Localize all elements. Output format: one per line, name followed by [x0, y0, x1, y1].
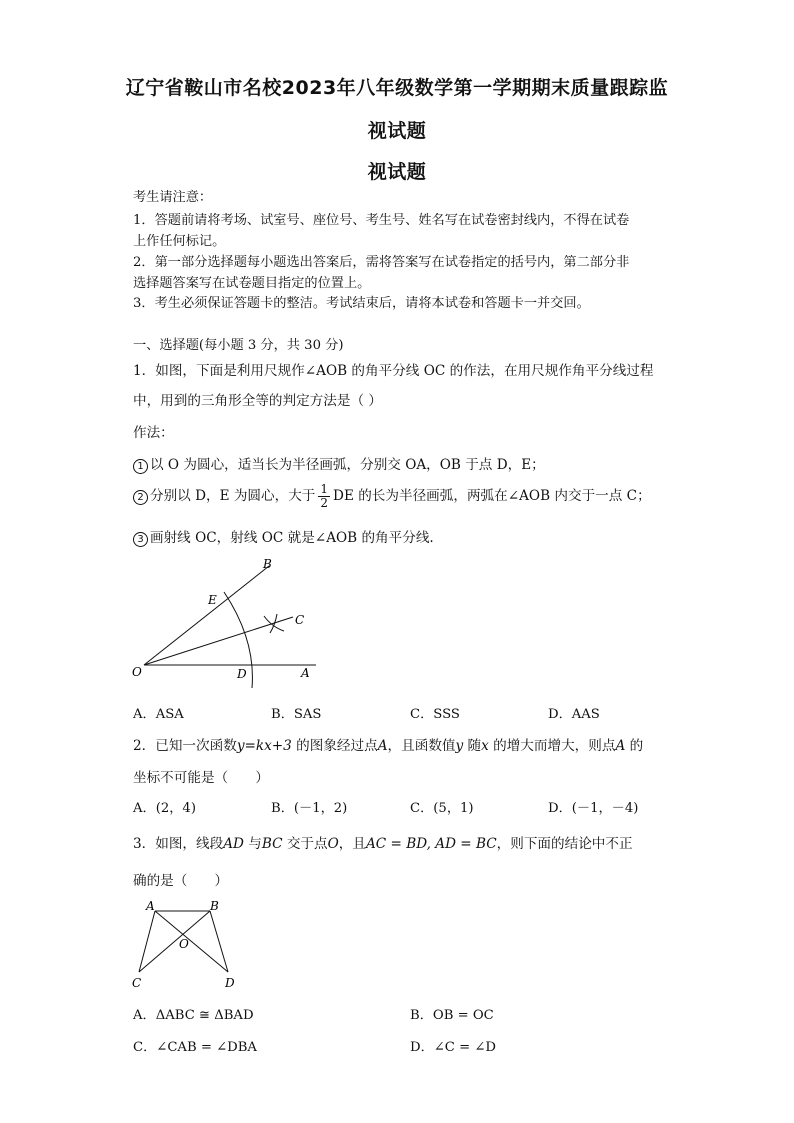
q1-angle-bisector-figure — [120, 552, 340, 692]
label-b: B — [210, 899, 219, 913]
notice-item-1-cont: 上作任何标记。 — [133, 234, 226, 249]
label-o: O — [132, 665, 142, 679]
q2-text-c: ，且函数值 — [387, 738, 456, 754]
q1-step-2 — [133, 483, 651, 510]
q2-option-a[interactable]: A．(2，4) — [133, 801, 196, 816]
label-d: D — [225, 976, 235, 990]
q1-option-d[interactable]: D．AAS — [548, 707, 600, 722]
q3-text-c: 交于点 — [282, 836, 328, 852]
q1-step-2-text-a: 分别以 D，E 为圆心，大于 — [150, 488, 316, 504]
label-a: A — [146, 899, 155, 913]
q2-text-f: 的 — [625, 738, 644, 754]
q3-option-b[interactable]: B．OB = OC — [410, 1008, 494, 1023]
q3-crossing-segments-figure — [128, 896, 248, 996]
segment-ad — [155, 911, 228, 972]
circled-number-1: 1 — [133, 459, 148, 474]
q2-stem-line-1 — [133, 734, 643, 754]
q1-stem-line-2: 中，用到的三角形全等的判定方法是（ ） — [133, 393, 383, 409]
q3-text-a: 3．如图，线段 — [133, 836, 224, 852]
q1-option-a[interactable]: A．ASA — [133, 707, 184, 722]
q1-step-2-text-b: DE 的长为半径画弧，两弧在∠AOB 内交于一点 C； — [333, 488, 651, 504]
notice-item-3: 3．考生必须保证答题卡的整洁。考试结束后，请将本试卷和答题卡一并交回。 — [133, 296, 590, 311]
notice-heading: 考生请注意： — [133, 190, 213, 205]
segment-bc — [139, 911, 210, 972]
q2-option-c[interactable]: C．(5，1) — [410, 801, 474, 816]
q2-text-e: 的增大而增大，则点 — [488, 738, 616, 754]
q3-option-c[interactable]: C．∠CAB = ∠DBA — [133, 1040, 257, 1055]
q1-option-b[interactable]: B．SAS — [271, 707, 322, 722]
circled-number-3: 3 — [133, 532, 148, 547]
notice-item-1: 1．答题前请将考场、试室号、座位号、考生号、姓名写在试卷密封线内，不得在试卷 — [133, 213, 630, 228]
section-heading: 一、选择题(每小题 3 分，共 30 分) — [133, 338, 344, 353]
q2-point-a: A — [377, 738, 388, 754]
q1-step-3-text: 画射线 OC，射线 OC 就是∠AOB 的角平分线. — [150, 530, 434, 546]
label-a: A — [301, 666, 310, 680]
q3-option-a[interactable]: A．ΔABC ≅ ΔBAD — [133, 1008, 254, 1023]
q3-text-d: ，且 — [338, 836, 366, 852]
q2-text-b: 的图象经过点 — [291, 738, 378, 754]
circled-number-2: 2 — [133, 490, 148, 505]
fraction-one-half — [318, 483, 330, 510]
q1-step-1 — [133, 453, 545, 474]
page-title-line-2: 视试题 — [367, 120, 427, 142]
label-d: D — [237, 667, 247, 681]
label-b: B — [263, 557, 272, 571]
label-c: C — [295, 613, 305, 627]
q3-condition: AC = BD, AD = BC — [365, 836, 497, 852]
q3-option-d[interactable]: D．∠C = ∠D — [410, 1040, 496, 1055]
label-e: E — [208, 593, 217, 607]
q3-stem-line-1 — [133, 832, 633, 852]
q3-point-o: O — [327, 836, 339, 852]
ray-ob — [144, 566, 269, 665]
segment-bd — [210, 911, 228, 972]
q1-option-c[interactable]: C．SSS — [410, 707, 460, 722]
q1-step-3 — [133, 526, 434, 547]
q3-text-b: 与 — [243, 836, 262, 852]
notice-item-2: 2．第一部分选择题每小题选出答案后，需将答案写在试卷指定的括号内，第二部分非 — [133, 255, 630, 270]
segment-ac — [139, 911, 155, 972]
q2-point-a-2: A — [615, 738, 626, 754]
q1-stem-line-1: 1．如图，下面是利用尺规作∠AOB 的角平分线 OC 的作法，在用尺规作角平分线过程 — [133, 363, 654, 379]
ray-oc — [144, 617, 293, 665]
fraction-denominator: 2 — [320, 496, 329, 510]
q3-stem-line-2: 确的是（ ） — [133, 873, 229, 889]
q2-var-y: y — [455, 738, 464, 754]
page-title-line-1: 辽宁省鞍山市名校2023年八年级数学第一学期期末质量跟踪监 — [125, 77, 669, 99]
q3-segment-ad: AD — [223, 836, 244, 852]
label-o: O — [179, 937, 189, 951]
q2-option-b[interactable]: B．(－1，2) — [271, 801, 348, 816]
notice-item-2-cont: 选择题答案写在试卷题目指定的位置上。 — [133, 276, 371, 291]
q2-stem-line-2: 坐标不可能是（ ） — [133, 770, 269, 786]
q1-step-1-text: 以 O 为圆心，适当长为半径画弧，分别交 OA，OB 于点 D，E； — [150, 457, 545, 473]
page-title-line-3: 视试题 — [367, 161, 427, 183]
q3-text-e: ，则下面的结论中不正 — [496, 836, 633, 852]
fraction-numerator: 1 — [320, 482, 329, 496]
q1-method-label: 作法： — [133, 425, 174, 441]
q2-var-x: x — [481, 738, 489, 754]
q3-segment-bc: BC — [261, 836, 283, 852]
q2-text-a: 2．已知一次函数 — [133, 738, 237, 754]
label-c: C — [132, 976, 142, 990]
q2-text-d: 随 — [463, 738, 482, 754]
q2-function: y=kx+3 — [236, 738, 292, 754]
q2-option-d[interactable]: D．(－1，－4) — [548, 801, 639, 816]
